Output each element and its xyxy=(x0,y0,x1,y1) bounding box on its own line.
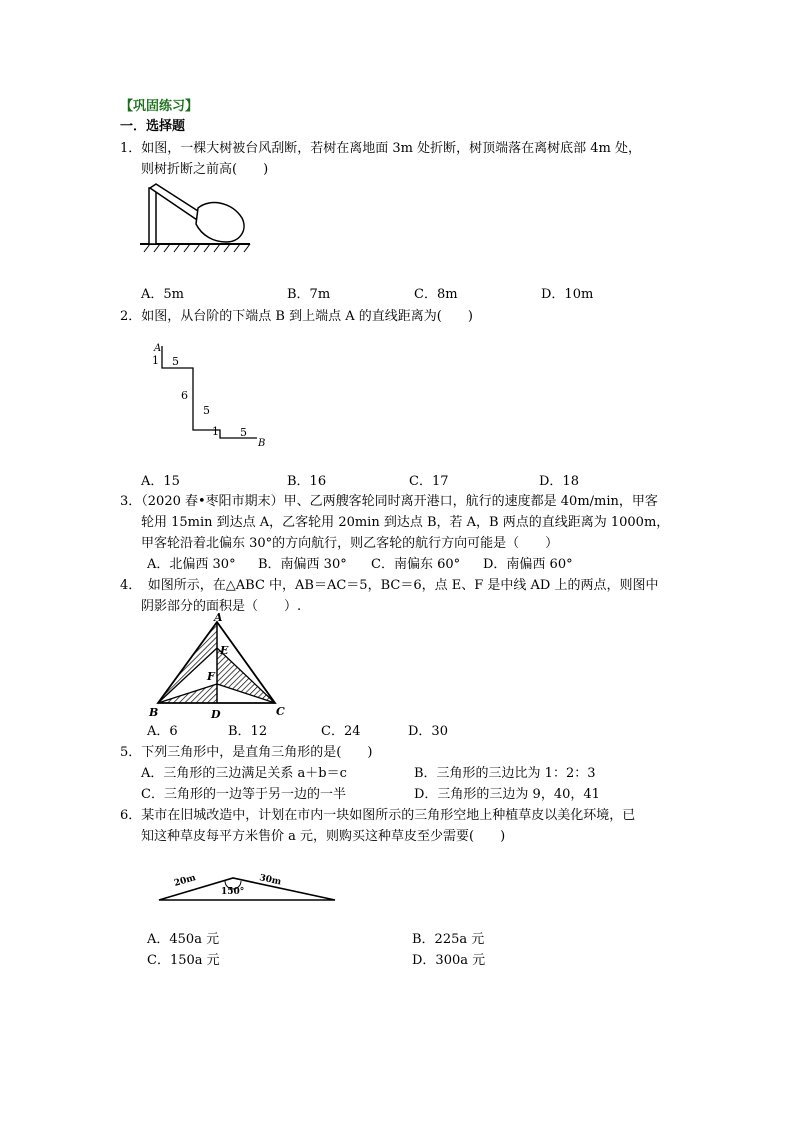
q4-option-b[interactable]: B．12 xyxy=(228,724,268,739)
q2-label-5b: 5 xyxy=(203,404,210,417)
q3-line2: 轮用 15min 到达点 A，乙客轮用 20min 到达点 B，若 A，B 两点的直线距离为 1000m， xyxy=(141,515,670,530)
q2-option-a[interactable]: A．15 xyxy=(141,474,180,489)
q1-line2: 则树折断之前高( ) xyxy=(141,162,269,177)
part-heading: 一．选择题 xyxy=(120,119,186,134)
q6-label-left: 20m xyxy=(173,873,198,889)
q1-option-d[interactable]: D．10m xyxy=(541,287,594,302)
q2-label-1a: 1 xyxy=(152,354,159,367)
q2-label-b: B xyxy=(258,438,266,449)
q4-label-b: B xyxy=(149,706,159,719)
q3-option-d[interactable]: D．南偏西 60° xyxy=(483,557,573,572)
q6-option-c[interactable]: C．150a 元 xyxy=(147,953,220,968)
q5-option-c[interactable]: C．三角形的一边等于另一边的一半 xyxy=(141,787,346,802)
q2-label-5c: 5 xyxy=(240,426,247,439)
q4-option-c[interactable]: C．24 xyxy=(321,724,361,739)
q2-stairs-figure xyxy=(145,338,270,448)
q4-label-a: A xyxy=(214,611,223,624)
q4-label-c: C xyxy=(276,705,285,718)
q4-line2: 阴影部分的面积是（ ）. xyxy=(141,599,302,614)
q2-option-d[interactable]: D．18 xyxy=(539,474,579,489)
q1-option-a[interactable]: A．5m xyxy=(141,287,184,302)
q3-option-b[interactable]: B．南偏西 30° xyxy=(258,557,347,572)
q2-label-a: A xyxy=(154,343,162,354)
q1-tree-figure xyxy=(140,180,255,250)
q3-option-c[interactable]: C．南偏东 60° xyxy=(371,557,461,572)
q4-option-a[interactable]: A．6 xyxy=(147,724,178,739)
q3-line1: 3．（2020 春•枣阳市期末）甲、乙两艘客轮同时离开港口，航行的速度都是 40m/min，甲客 xyxy=(120,494,658,509)
q4-label-f: F xyxy=(207,670,215,683)
q4-label-e: E xyxy=(220,644,229,657)
q5-line1: 5．下列三角形中，是直角三角形的是( ) xyxy=(120,745,373,760)
q1-line1: 1．如图，一棵大树被台风刮断，若树在离地面 3m 处折断，树顶端落在离树底部 4m 处， xyxy=(120,141,641,156)
q2-line1: 2．如图，从台阶的下端点 B 到上端点 A 的直线距离为( ) xyxy=(120,309,473,324)
q4-line1: 4． 如图所示，在△ABC 中，AB＝AC＝5，BC＝6，点 E、F 是中线 AD 上的两点，则图中 xyxy=(120,578,659,593)
q2-label-6: 6 xyxy=(181,389,188,402)
q2-label-1b: 1 xyxy=(212,425,219,438)
q1-option-b[interactable]: B．7m xyxy=(287,287,331,302)
q4-triangle-figure xyxy=(145,612,295,722)
q6-option-b[interactable]: B．225a 元 xyxy=(412,932,485,947)
section-title: 【巩固练习】 xyxy=(120,99,199,114)
q5-option-d[interactable]: D．三角形的三边为 9，40，41 xyxy=(414,787,600,802)
q6-option-a[interactable]: A．450a 元 xyxy=(147,932,220,947)
q5-option-a[interactable]: A．三角形的三边满足关系 a＋b＝c xyxy=(141,766,347,781)
q5-option-b[interactable]: B．三角形的三边比为 1：2：3 xyxy=(414,766,596,781)
q6-line1: 6．某市在旧城改造中，计划在市内一块如图所示的三角形空地上种植草皮以美化环境，已 xyxy=(120,808,636,823)
q6-option-d[interactable]: D．300a 元 xyxy=(412,953,486,968)
q6-label-angle: 150° xyxy=(221,887,245,897)
q3-option-a[interactable]: A．北偏西 30° xyxy=(147,557,236,572)
q6-triangle-figure xyxy=(155,862,340,907)
q2-option-c[interactable]: C．17 xyxy=(409,474,449,489)
q2-label-5a: 5 xyxy=(172,355,179,368)
q6-label-right: 30m xyxy=(258,873,283,888)
q2-option-b[interactable]: B．16 xyxy=(287,474,327,489)
q3-line3: 甲客轮沿着北偏东 30°的方向航行，则乙客轮的航行方向可能是（ ） xyxy=(141,536,559,551)
q4-option-d[interactable]: D．30 xyxy=(408,724,448,739)
q4-label-d: D xyxy=(211,708,221,721)
q1-option-c[interactable]: C．8m xyxy=(414,287,458,302)
q6-line2: 知这种草皮每平方米售价 a 元，则购买这种草皮至少需要( ) xyxy=(141,829,506,844)
